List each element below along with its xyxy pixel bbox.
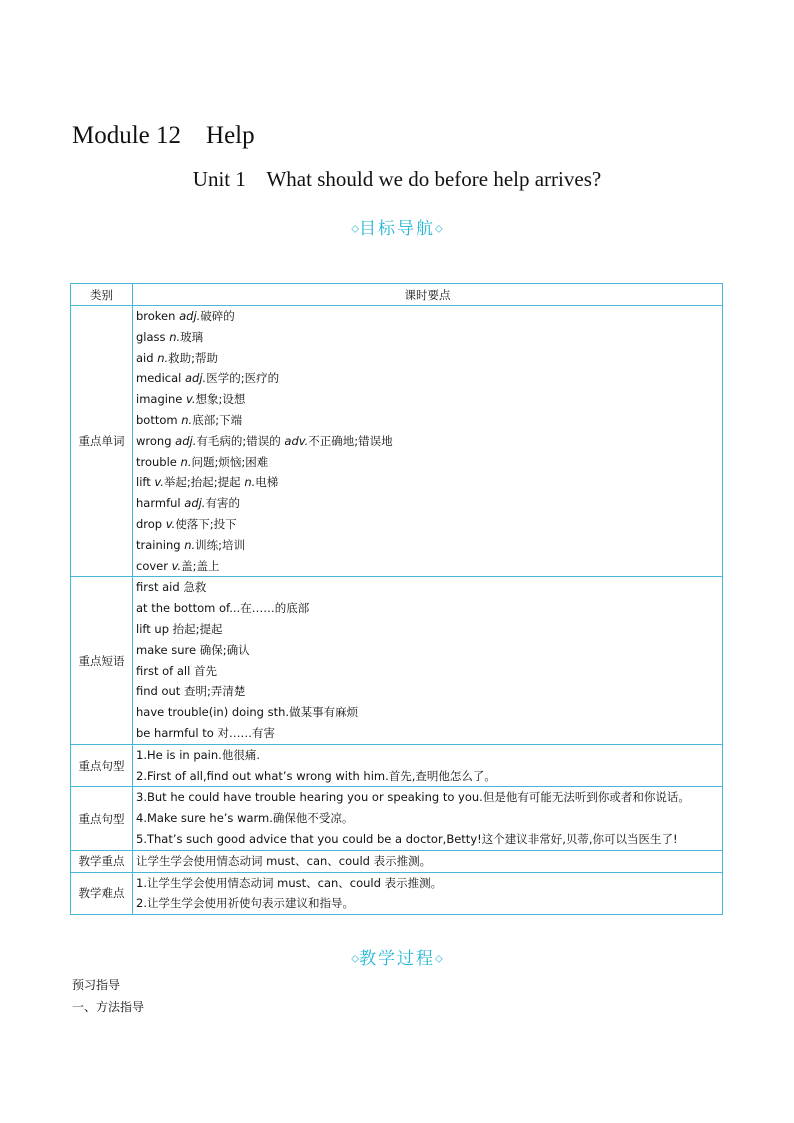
list-item: make sure 确保;确认 [136, 642, 250, 657]
points-cell [133, 872, 723, 915]
header-points: 课时要点 [133, 284, 723, 306]
list-item: at the bottom of...在……的底部 [136, 601, 310, 616]
points-cell [133, 577, 723, 744]
list-item: lift v.举起;抬起;提起 n.电梯 [136, 475, 279, 490]
list-item: drop v.使落下;投下 [136, 516, 237, 531]
process-banner [0, 944, 794, 969]
points-cell [133, 850, 723, 872]
list-item: imagine v.想象;设想 [136, 392, 246, 407]
list-item: 2.让学生学会使用祈使句表示建议和指导。 [136, 896, 354, 911]
list-item: 2.First of all,find out what’s wrong with him.首先,查明他怎么了。 [136, 768, 496, 783]
list-item: be harmful to 对……有害 [136, 725, 275, 740]
list-item: glass n.玻璃 [136, 329, 204, 344]
category-cell: 重点短语 [71, 577, 133, 744]
list-item: training n.训练;培训 [136, 537, 246, 552]
table-row [71, 787, 723, 850]
table-row [71, 872, 723, 915]
module-title: Module 12 Help [72, 122, 255, 149]
list-item: 4.Make sure he’s warm.确保他不受凉。 [136, 811, 354, 826]
points-cell [133, 306, 723, 577]
list-item: wrong adj.有毛病的;错误的 adv.不正确地;错误地 [136, 433, 393, 448]
diamond-right-icon: ◇ [435, 953, 443, 965]
category-cell: 教学重点 [71, 850, 133, 872]
table-header-row [71, 284, 723, 306]
unit-title: Unit 1 What should we do before help arrives? [192, 167, 602, 191]
diamond-left-icon: ◇ [351, 953, 359, 965]
list-item: 让学生学会使用情态动词 must、can、could 表示推测。 [136, 853, 432, 868]
category-cell: 教学难点 [71, 872, 133, 915]
list-item: medical adj.医学的;医疗的 [136, 371, 280, 386]
method-guide-heading: 一、方法指导 [72, 1000, 145, 1014]
list-item: first of all 首先 [136, 663, 217, 678]
list-item: find out 查明;弄清楚 [136, 684, 246, 699]
list-item: lift up 抬起;提起 [136, 621, 223, 636]
list-item: have trouble(in) doing sth.做某事有麻烦 [136, 705, 359, 720]
goals-banner-label: 目标导航 [359, 219, 435, 239]
diamond-right-icon: ◇ [435, 223, 443, 235]
category-cell: 重点单词 [71, 306, 133, 577]
table-row [71, 850, 723, 872]
category-cell: 重点句型 [71, 744, 133, 787]
list-item: 1.He is in pain.他很痛. [136, 747, 260, 762]
category-cell: 重点句型 [71, 787, 133, 850]
goals-banner [0, 214, 794, 239]
list-item: 1.让学生学会使用情态动词 must、can、could 表示推测。 [136, 875, 443, 890]
table-row [71, 744, 723, 787]
table-row [71, 577, 723, 744]
list-item: cover v.盖;盖上 [136, 558, 220, 573]
list-item: first aid 急救 [136, 580, 207, 595]
table-row [71, 306, 723, 577]
list-item: trouble n.问题;烦恼;困难 [136, 454, 269, 469]
list-item: bottom n.底部;下端 [136, 412, 243, 427]
points-cell [133, 787, 723, 850]
preview-guide-heading: 预习指导 [72, 978, 121, 992]
lesson-plan-table [70, 283, 723, 915]
diamond-left-icon: ◇ [351, 223, 359, 235]
table-body [71, 306, 723, 915]
header-category: 类别 [71, 284, 133, 306]
list-item: broken adj.破碎的 [136, 309, 235, 323]
list-item: aid n.救助;帮助 [136, 350, 219, 365]
points-cell [133, 744, 723, 787]
list-item: 3.But he could have trouble hearing you or speaking to you.但是他有可能无法听到你或者和你说话。 [136, 790, 690, 805]
list-item: harmful adj.有害的 [136, 496, 240, 511]
process-banner-label: 教学过程 [359, 949, 435, 969]
list-item: 5.That’s such good advice that you could be a doctor,Betty!这个建议非常好,贝蒂,你可以当医生了! [136, 831, 678, 846]
